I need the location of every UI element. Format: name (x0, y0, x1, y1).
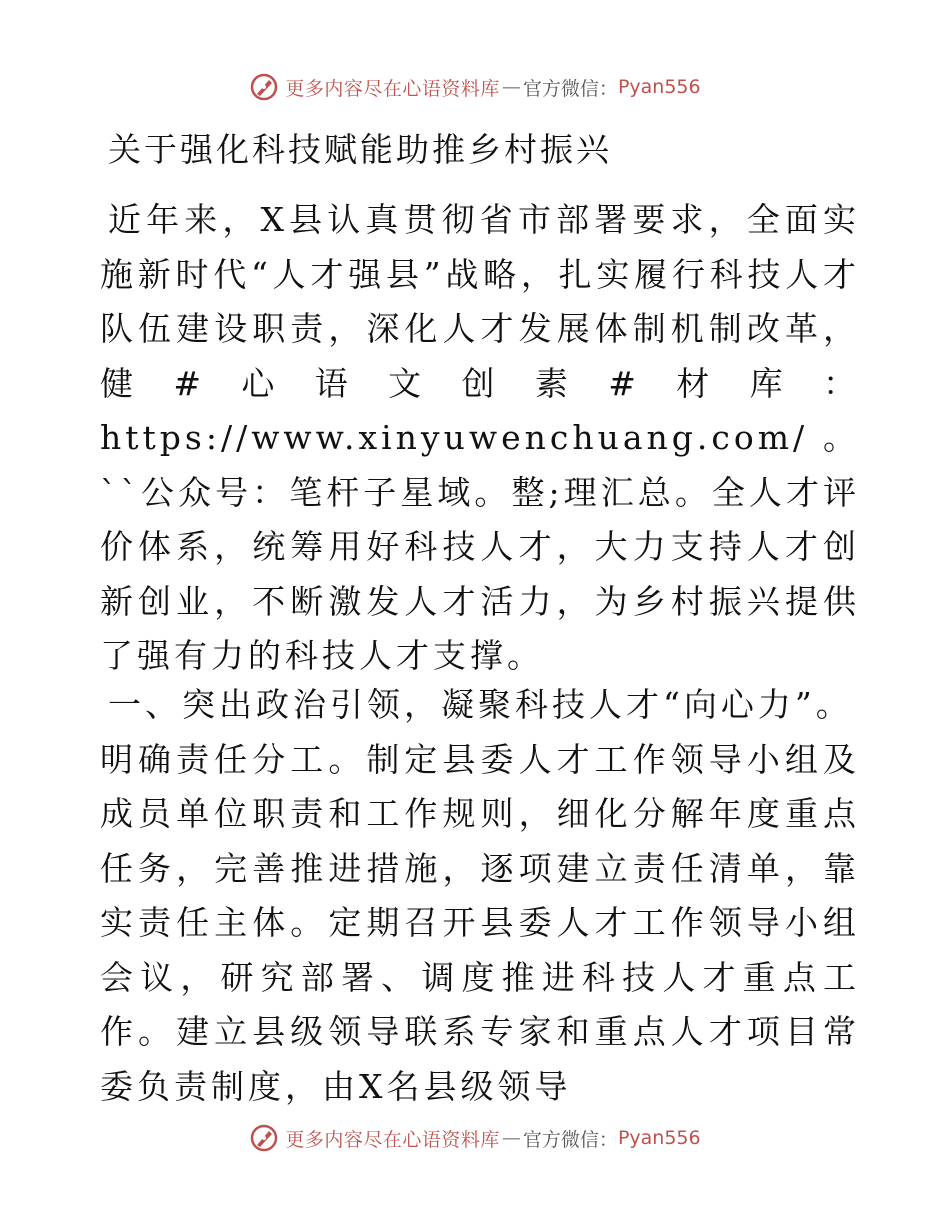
pen-seal-icon (249, 1123, 279, 1153)
watermark-text: 更多内容尽在心语资料库 (285, 1128, 500, 1151)
document-title: 关于强化科技赋能助推乡村振兴 (108, 130, 612, 169)
watermark-wechat-id: Pyan556 (617, 1127, 701, 1149)
watermark-wechat-label: 官方微信： (522, 1128, 618, 1151)
intro-paragraph (100, 193, 860, 684)
watermark-wechat-id: Pyan556 (617, 76, 701, 98)
watermark-wechat-label: 官方微信： (522, 77, 618, 100)
section-1-body: 明确责任分工。制定县委人才工作领导小组及成员单位职责和工作规则，细化分解年度重点任务，完善推进措施，逐项建立责任清单，靠实责任主体。定期召开县委人才工作领导小组会议，研究部署、调度推进科技人才重点工作。建立县级领导联系专家和重点人才项目常委负责制度，由X名县级领导 (100, 739, 860, 1106)
watermark-text: 更多内容尽在心语资料库 (285, 77, 500, 100)
watermark-footer (0, 1123, 950, 1153)
watermark-separator: — (501, 1127, 521, 1149)
section-1 (100, 678, 860, 1114)
pen-seal-icon (249, 72, 279, 102)
intro-paragraph-text: 近年来，X县认真贯彻省市部署要求，全面实施新时代“人才强县”战略，扎实履行科技人才队伍建设职责，深化人才发展体制机制改革，健#心语文创素#材库：https://www.xinyuwenchuang.com/。``公众号：笔杆子星域。整;理汇总。全人才评价体系，统筹用好科技人才，大力支持人才创新创业，不断激发人才活力，为乡村振兴提供了强有力的科技人才支撑。 (100, 200, 860, 675)
watermark-header (0, 72, 950, 102)
section-1-heading: 一、突出政治引领，凝聚科技人才“向心力”。 (108, 685, 853, 724)
watermark-separator: — (501, 76, 521, 98)
